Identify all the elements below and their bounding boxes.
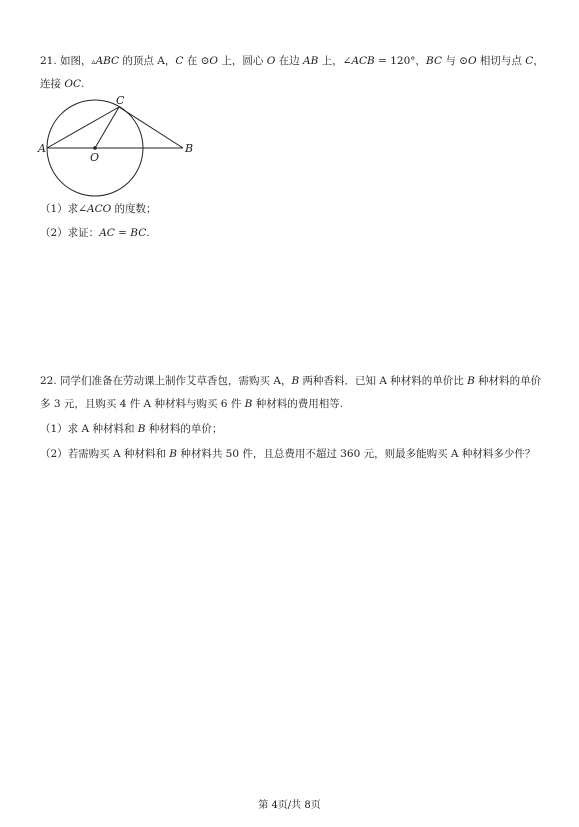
label-b: B	[185, 142, 194, 155]
math-b: B	[291, 375, 300, 387]
math-b: B	[137, 423, 146, 435]
q21-text: 上，圆心	[218, 55, 267, 67]
q21-text: （2）求证：	[40, 227, 100, 239]
q21-text: 在边	[275, 55, 303, 67]
q21-text: 与 ⊙	[442, 55, 468, 67]
math-ac-eq-bc: AC = BC	[99, 227, 147, 239]
math-c: C	[175, 55, 184, 67]
q21-text: .	[81, 78, 85, 90]
q22-text: 两种香料．已知 A 种材料的单价比	[299, 375, 468, 387]
math-b: B	[467, 375, 475, 387]
segment-ac	[47, 107, 119, 148]
math-abc: ABC	[95, 55, 120, 67]
math-o: O	[467, 55, 477, 67]
q22-text: 多 3 元，且购买 4 件 A 种材料与购买 6 件	[40, 398, 245, 410]
q22-stem-line2	[40, 397, 343, 411]
center-point-o	[93, 146, 97, 150]
q21-text: 相切与点	[476, 55, 526, 67]
q22-stem-line1	[40, 374, 541, 388]
q22-text: 种材料的费用相等.	[252, 398, 344, 410]
math-b: B	[169, 448, 177, 460]
q22-part1	[40, 422, 222, 436]
q21-text: .	[146, 227, 150, 239]
q21-text: 21. 如图，	[40, 55, 92, 67]
q22-text: 22. 同学们准备在劳动课上制作艾草香包，需购买 A，	[40, 375, 292, 387]
q21-text: （1）求∠	[40, 203, 87, 215]
math-aco: ACO	[86, 203, 112, 215]
label-c: C	[116, 95, 125, 107]
q21-part2	[40, 226, 150, 240]
q21-text: 的度数；	[111, 203, 157, 215]
label-o: O	[90, 151, 100, 164]
page-footer: 第 4页/共 8页	[258, 800, 321, 811]
math-ab: AB	[302, 55, 319, 67]
q21-part1	[40, 202, 157, 216]
q21-text: 上，∠	[318, 55, 352, 67]
math-b: B	[244, 398, 253, 410]
triangle-symbol: ▵	[91, 57, 96, 66]
q22-text: 种材料共 50 件，且总费用不超过 360 元，则最多能购买 A 种材料多少件？	[177, 448, 536, 460]
math-acb: ACB	[351, 55, 375, 67]
q22-text: （1）求 A 种材料和	[40, 423, 138, 435]
math-bc: BC	[426, 55, 442, 67]
q22-text: 种材料的单价	[474, 375, 542, 387]
q22-text: （2）若需购买 A 种材料和	[40, 448, 170, 460]
segment-oc	[95, 107, 119, 148]
q22-part2	[40, 447, 535, 461]
q21-text: ，	[533, 55, 544, 67]
math-o: O	[266, 55, 276, 67]
math-o: O	[209, 55, 218, 67]
q21-text: 的顶点 A，	[119, 55, 176, 67]
math-c: C	[525, 55, 534, 67]
q22-text: 种材料的单价；	[145, 423, 223, 435]
label-a: A	[38, 142, 46, 155]
q21-text: 在 ⊙	[183, 55, 210, 67]
segment-bc	[119, 107, 183, 148]
math-oc: OC	[64, 78, 81, 90]
q21-stem-line2	[40, 77, 84, 91]
q21-text: = 120°，	[374, 55, 427, 67]
q21-text: 连接	[40, 78, 65, 90]
q21-stem-line1	[40, 54, 544, 69]
geometry-figure	[30, 95, 210, 197]
